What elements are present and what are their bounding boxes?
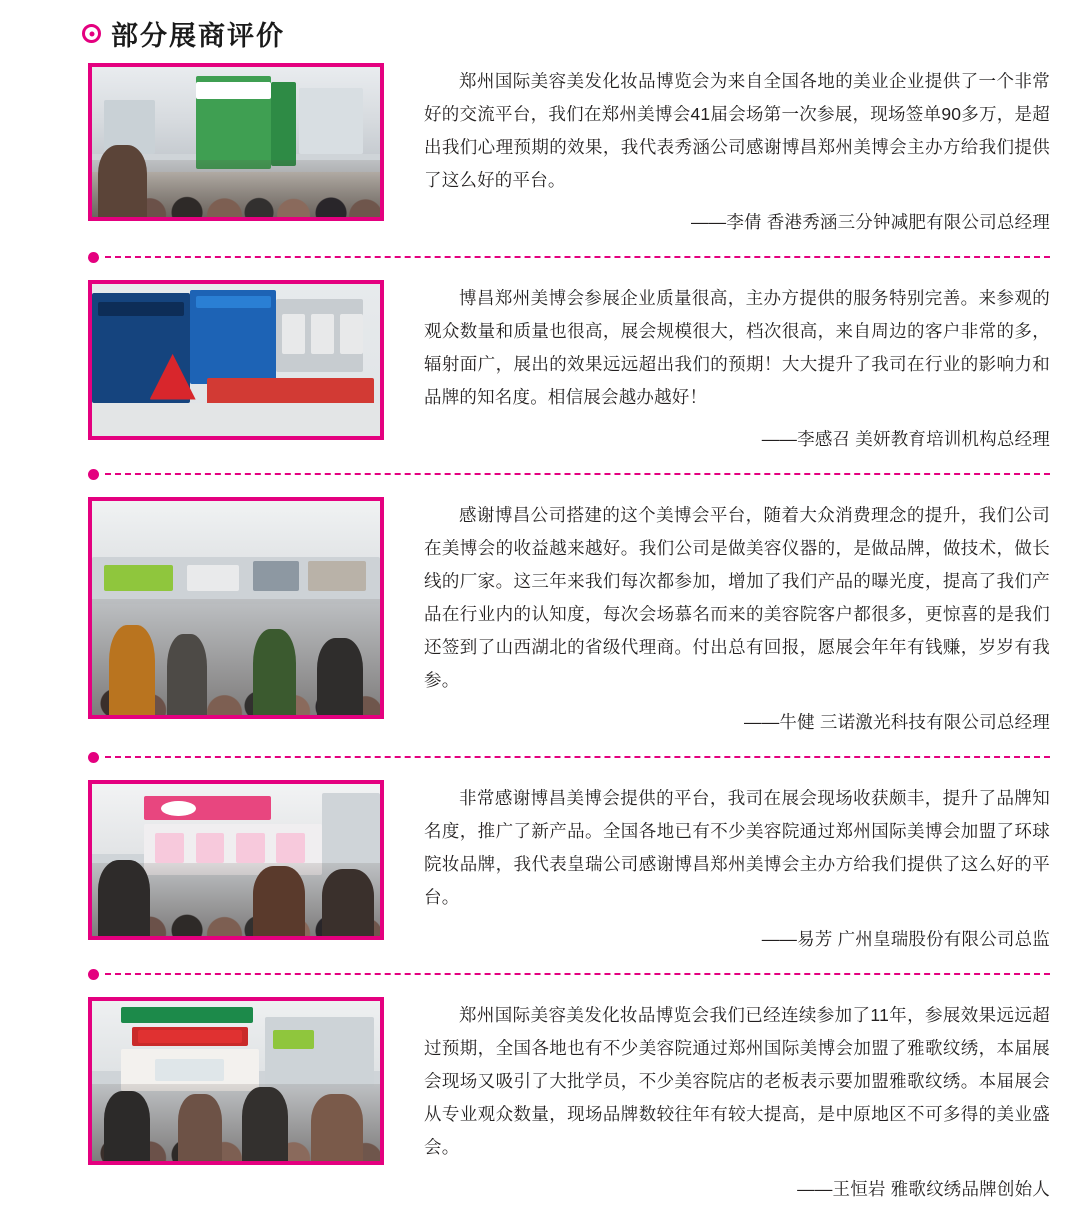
quote-author: ——牛健 三诺激光科技有限公司总经理 bbox=[744, 712, 1050, 732]
dot-icon bbox=[88, 252, 99, 263]
dot-icon bbox=[88, 969, 99, 980]
testimonial-item bbox=[0, 280, 1080, 451]
section-header bbox=[0, 0, 1080, 57]
testimonial-item bbox=[0, 997, 1080, 1201]
dotted-divider bbox=[0, 234, 1080, 280]
divider-line bbox=[105, 756, 1050, 758]
quote-author: ——李倩 香港秀涵三分钟减肥有限公司总经理 bbox=[690, 212, 1050, 232]
ring-bullet-icon bbox=[82, 24, 101, 43]
quote-text: 非常感谢博昌美博会提供的平台，我司在展会现场收获颇丰，提升了品牌知名度，推广了新产品。全国各地已有不少美容院通过郑州国际美博会加盟了环球院妆品牌，我代表皇瑞公司感谢博昌郑州美博会主办方给我们提供了这么好的平台。 bbox=[424, 788, 1050, 907]
exhibition-booth-photo-5 bbox=[88, 997, 384, 1165]
quote-block bbox=[384, 997, 1050, 1201]
testimonial-item bbox=[0, 63, 1080, 234]
dot-icon bbox=[88, 752, 99, 763]
testimonial-item bbox=[0, 780, 1080, 951]
quote-block bbox=[384, 280, 1050, 451]
divider-line bbox=[105, 473, 1050, 475]
dotted-divider bbox=[0, 951, 1080, 997]
exhibition-hall-photo-3 bbox=[88, 497, 384, 719]
testimonial-list bbox=[0, 57, 1080, 1201]
quote-author: ——王恒岩 雅歌纹绣品牌创始人 bbox=[797, 1179, 1050, 1199]
exhibition-booth-photo-4 bbox=[88, 780, 384, 940]
divider-line bbox=[105, 256, 1050, 258]
exhibition-booth-photo-1 bbox=[88, 63, 384, 221]
quote-block bbox=[384, 497, 1050, 734]
quote-author: ——易芳 广州皇瑞股份有限公司总监 bbox=[761, 929, 1050, 949]
dotted-divider bbox=[0, 451, 1080, 497]
dotted-divider bbox=[0, 734, 1080, 780]
quote-block bbox=[384, 780, 1050, 951]
quote-text: 郑州国际美容美发化妆品博览会为来自全国各地的美业企业提供了一个非常好的交流平台，我们在郑州美博会41届会场第一次参展，现场签单90多万，是超出我们心理预期的效果，我代表秀涵公司感谢博昌郑州美博会主办方给我们提供了这么好的平台。 bbox=[424, 71, 1050, 190]
exhibition-booth-photo-2 bbox=[88, 280, 384, 440]
dot-icon bbox=[88, 469, 99, 480]
page-title: 部分展商评价 bbox=[111, 21, 285, 52]
quote-block bbox=[384, 63, 1050, 234]
divider-line bbox=[105, 973, 1050, 975]
testimonial-item bbox=[0, 497, 1080, 734]
quote-text: 感谢博昌公司搭建的这个美博会平台，随着大众消费理念的提升，我们公司在美博会的收益越来越好。我们公司是做美容仪器的，是做品牌，做技术，做长线的厂家。这三年来我们每次都参加，增加了我们产品的曝光度，提高了我们产品在行业内的认知度，每次会场慕名而来的美容院客户都很多，更惊喜的是我们还签到了山西湖北的省级代理商。付出总有回报，愿展会年年有钱赚，岁岁有我参。 bbox=[424, 505, 1050, 690]
quote-text: 郑州国际美容美发化妆品博览会我们已经连续参加了11年，参展效果远远超过预期，全国各地也有不少美容院通过郑州国际美博会加盟了雅歌纹绣，本届展会现场又吸引了大批学员，不少美容院店的老板表示要加盟雅歌纹绣。本届展会从专业观众数量，现场品牌数较往年有较大提高，是中原地区不可多得的美业盛会。 bbox=[424, 1005, 1050, 1157]
quote-author: ——李感召 美妍教育培训机构总经理 bbox=[761, 429, 1050, 449]
quote-text: 博昌郑州美博会参展企业质量很高，主办方提供的服务特别完善。来参观的观众数量和质量也很高，展会规模很大，档次很高，来自周边的客户非常的多，辐射面广，展出的效果远远超出我们的预期！大大提升了我司在行业的影响力和品牌的知名度。相信展会越办越好！ bbox=[424, 288, 1050, 407]
